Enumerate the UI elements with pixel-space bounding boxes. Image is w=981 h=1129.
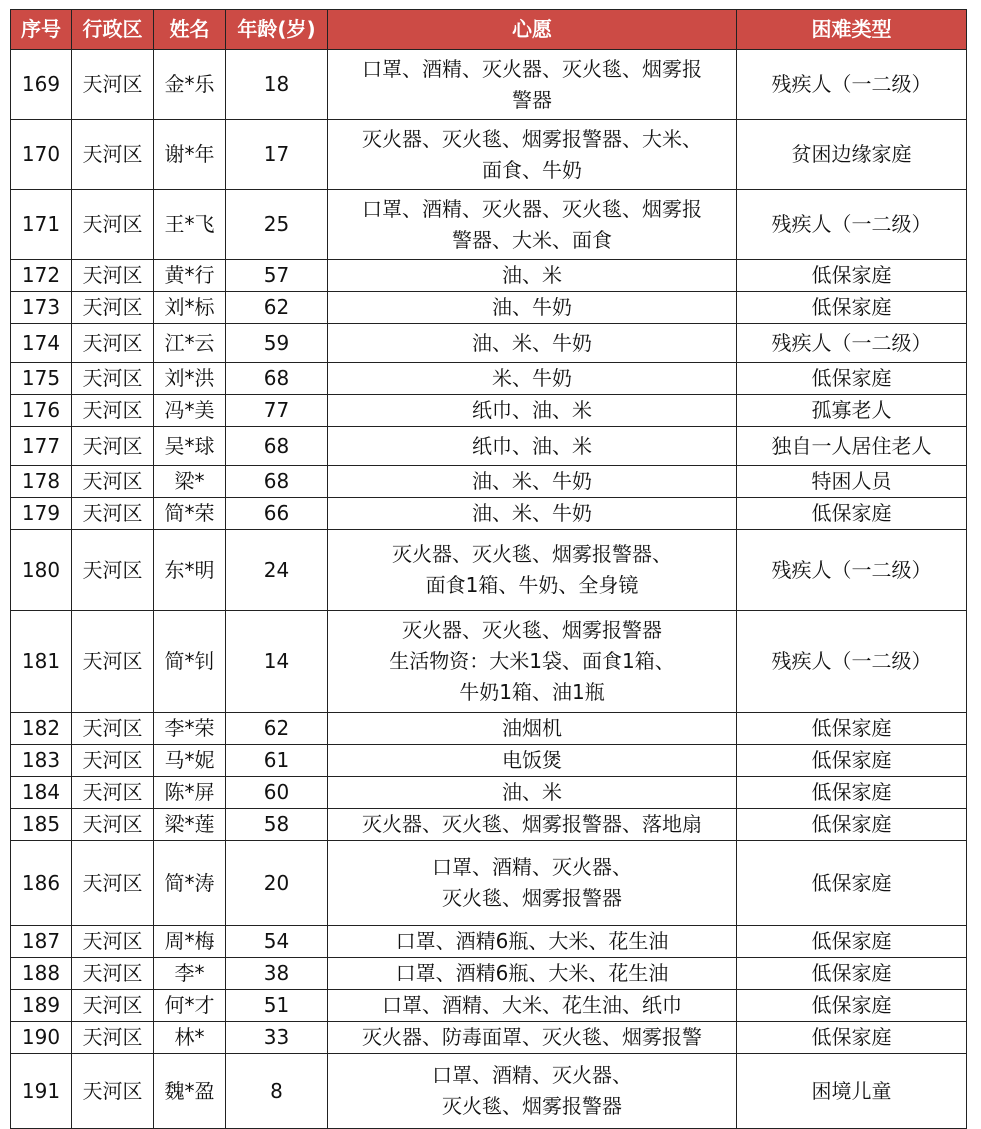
cell-name: 魏*盈 (154, 1054, 226, 1129)
table-row (11, 120, 967, 190)
table-row (11, 611, 967, 713)
cell-id: 172 (11, 260, 72, 292)
table-row (11, 530, 967, 611)
cell-wish: 口罩、酒精、大米、花生油、纸巾 (328, 990, 737, 1022)
cell-age: 68 (226, 363, 328, 395)
cell-id: 174 (11, 324, 72, 363)
cell-id: 173 (11, 292, 72, 324)
cell-district: 天河区 (72, 745, 154, 777)
cell-id: 186 (11, 841, 72, 926)
cell-wish: 纸巾、油、米 (328, 427, 737, 466)
cell-name: 江*云 (154, 324, 226, 363)
cell-name: 简*涛 (154, 841, 226, 926)
cell-district: 天河区 (72, 260, 154, 292)
cell-name: 梁*莲 (154, 809, 226, 841)
cell-type: 低保家庭 (737, 777, 967, 809)
cell-district: 天河区 (72, 324, 154, 363)
cell-type: 残疾人（一二级） (737, 324, 967, 363)
cell-wish: 油、米、牛奶 (328, 324, 737, 363)
cell-district: 天河区 (72, 958, 154, 990)
cell-name: 李* (154, 958, 226, 990)
cell-type: 低保家庭 (737, 1022, 967, 1054)
cell-age: 14 (226, 611, 328, 713)
cell-type: 贫困边缘家庭 (737, 120, 967, 190)
cell-id: 180 (11, 530, 72, 611)
cell-district: 天河区 (72, 611, 154, 713)
cell-age: 25 (226, 190, 328, 260)
cell-district: 天河区 (72, 190, 154, 260)
cell-name: 梁* (154, 466, 226, 498)
cell-name: 简*荣 (154, 498, 226, 530)
cell-age: 20 (226, 841, 328, 926)
cell-district: 天河区 (72, 363, 154, 395)
cell-name: 简*钊 (154, 611, 226, 713)
cell-type: 低保家庭 (737, 926, 967, 958)
cell-wish: 电饭煲 (328, 745, 737, 777)
cell-age: 77 (226, 395, 328, 427)
table-row (11, 363, 967, 395)
cell-id: 177 (11, 427, 72, 466)
header-name: 姓名 (154, 10, 226, 50)
cell-id: 187 (11, 926, 72, 958)
table-row (11, 1054, 967, 1129)
cell-wish: 油、牛奶 (328, 292, 737, 324)
cell-age: 66 (226, 498, 328, 530)
cell-name: 陈*屏 (154, 777, 226, 809)
cell-wish: 灭火器、灭火毯、烟雾报警器、落地扇 (328, 809, 737, 841)
cell-age: 60 (226, 777, 328, 809)
cell-type: 残疾人（一二级） (737, 530, 967, 611)
cell-name: 李*荣 (154, 713, 226, 745)
cell-type: 特困人员 (737, 466, 967, 498)
cell-id: 171 (11, 190, 72, 260)
cell-type: 残疾人（一二级） (737, 190, 967, 260)
cell-age: 24 (226, 530, 328, 611)
cell-type: 低保家庭 (737, 713, 967, 745)
cell-name: 刘*洪 (154, 363, 226, 395)
table-row (11, 324, 967, 363)
cell-id: 188 (11, 958, 72, 990)
cell-district: 天河区 (72, 713, 154, 745)
cell-type: 残疾人（一二级） (737, 611, 967, 713)
cell-name: 吴*球 (154, 427, 226, 466)
cell-type: 低保家庭 (737, 260, 967, 292)
cell-wish: 灭火器、灭火毯、烟雾报警器、大米、 面食、牛奶 (328, 120, 737, 190)
cell-id: 182 (11, 713, 72, 745)
cell-wish: 灭火器、灭火毯、烟雾报警器、 面食1箱、牛奶、全身镜 (328, 530, 737, 611)
cell-type: 残疾人（一二级） (737, 50, 967, 120)
cell-type: 低保家庭 (737, 841, 967, 926)
table-row (11, 292, 967, 324)
cell-age: 17 (226, 120, 328, 190)
cell-name: 周*梅 (154, 926, 226, 958)
table-row (11, 466, 967, 498)
cell-type: 孤寡老人 (737, 395, 967, 427)
cell-district: 天河区 (72, 120, 154, 190)
table-row (11, 926, 967, 958)
cell-district: 天河区 (72, 292, 154, 324)
cell-type: 低保家庭 (737, 292, 967, 324)
cell-age: 58 (226, 809, 328, 841)
cell-age: 51 (226, 990, 328, 1022)
cell-district: 天河区 (72, 990, 154, 1022)
cell-type: 低保家庭 (737, 809, 967, 841)
cell-age: 62 (226, 292, 328, 324)
cell-wish: 油、米 (328, 260, 737, 292)
header-wish: 心愿 (328, 10, 737, 50)
header-age: 年龄(岁) (226, 10, 328, 50)
cell-district: 天河区 (72, 427, 154, 466)
header-id: 序号 (11, 10, 72, 50)
cell-age: 8 (226, 1054, 328, 1129)
cell-age: 33 (226, 1022, 328, 1054)
cell-type: 困境儿童 (737, 1054, 967, 1129)
cell-age: 18 (226, 50, 328, 120)
cell-type: 低保家庭 (737, 498, 967, 530)
table-row (11, 990, 967, 1022)
cell-district: 天河区 (72, 1022, 154, 1054)
cell-age: 54 (226, 926, 328, 958)
cell-wish: 油、米、牛奶 (328, 498, 737, 530)
cell-name: 何*才 (154, 990, 226, 1022)
cell-district: 天河区 (72, 841, 154, 926)
cell-wish: 口罩、酒精6瓶、大米、花生油 (328, 926, 737, 958)
cell-wish: 米、牛奶 (328, 363, 737, 395)
cell-id: 185 (11, 809, 72, 841)
cell-name: 东*明 (154, 530, 226, 611)
cell-age: 62 (226, 713, 328, 745)
cell-age: 38 (226, 958, 328, 990)
table-row (11, 50, 967, 120)
cell-name: 林* (154, 1022, 226, 1054)
table-row (11, 841, 967, 926)
cell-age: 61 (226, 745, 328, 777)
cell-name: 王*飞 (154, 190, 226, 260)
cell-id: 169 (11, 50, 72, 120)
cell-id: 191 (11, 1054, 72, 1129)
header-type: 困难类型 (737, 10, 967, 50)
header-district: 行政区 (72, 10, 154, 50)
table-row (11, 498, 967, 530)
table-row (11, 777, 967, 809)
header-row (11, 10, 967, 50)
cell-district: 天河区 (72, 926, 154, 958)
cell-wish: 灭火器、防毒面罩、灭火毯、烟雾报警 (328, 1022, 737, 1054)
cell-district: 天河区 (72, 466, 154, 498)
cell-id: 170 (11, 120, 72, 190)
table-row (11, 260, 967, 292)
cell-type: 低保家庭 (737, 745, 967, 777)
cell-district: 天河区 (72, 530, 154, 611)
table-row (11, 395, 967, 427)
cell-id: 189 (11, 990, 72, 1022)
cell-age: 68 (226, 466, 328, 498)
cell-name: 马*妮 (154, 745, 226, 777)
cell-id: 184 (11, 777, 72, 809)
table-row (11, 1022, 967, 1054)
table-row (11, 713, 967, 745)
cell-age: 68 (226, 427, 328, 466)
cell-id: 178 (11, 466, 72, 498)
cell-id: 176 (11, 395, 72, 427)
cell-name: 刘*标 (154, 292, 226, 324)
cell-name: 谢*年 (154, 120, 226, 190)
table-row (11, 190, 967, 260)
cell-name: 金*乐 (154, 50, 226, 120)
wish-list-table (10, 9, 967, 1129)
table-row (11, 958, 967, 990)
cell-wish: 口罩、酒精、灭火器、灭火毯、烟雾报 警器、大米、面食 (328, 190, 737, 260)
cell-type: 低保家庭 (737, 958, 967, 990)
cell-district: 天河区 (72, 1054, 154, 1129)
cell-wish: 口罩、酒精、灭火器、灭火毯、烟雾报 警器 (328, 50, 737, 120)
cell-type: 低保家庭 (737, 990, 967, 1022)
cell-id: 179 (11, 498, 72, 530)
cell-age: 57 (226, 260, 328, 292)
cell-name: 黄*行 (154, 260, 226, 292)
cell-wish: 口罩、酒精、灭火器、 灭火毯、烟雾报警器 (328, 1054, 737, 1129)
cell-age: 59 (226, 324, 328, 363)
cell-type: 独自一人居住老人 (737, 427, 967, 466)
cell-id: 181 (11, 611, 72, 713)
table-row (11, 745, 967, 777)
cell-district: 天河区 (72, 50, 154, 120)
cell-wish: 口罩、酒精6瓶、大米、花生油 (328, 958, 737, 990)
cell-wish: 灭火器、灭火毯、烟雾报警器 生活物资：大米1袋、面食1箱、 牛奶1箱、油1瓶 (328, 611, 737, 713)
cell-wish: 油烟机 (328, 713, 737, 745)
cell-district: 天河区 (72, 777, 154, 809)
cell-wish: 油、米 (328, 777, 737, 809)
cell-name: 冯*美 (154, 395, 226, 427)
cell-wish: 口罩、酒精、灭火器、 灭火毯、烟雾报警器 (328, 841, 737, 926)
cell-id: 183 (11, 745, 72, 777)
table-row (11, 427, 967, 466)
cell-wish: 纸巾、油、米 (328, 395, 737, 427)
table-row (11, 809, 967, 841)
cell-district: 天河区 (72, 809, 154, 841)
cell-type: 低保家庭 (737, 363, 967, 395)
cell-district: 天河区 (72, 395, 154, 427)
cell-id: 190 (11, 1022, 72, 1054)
cell-district: 天河区 (72, 498, 154, 530)
cell-id: 175 (11, 363, 72, 395)
cell-wish: 油、米、牛奶 (328, 466, 737, 498)
